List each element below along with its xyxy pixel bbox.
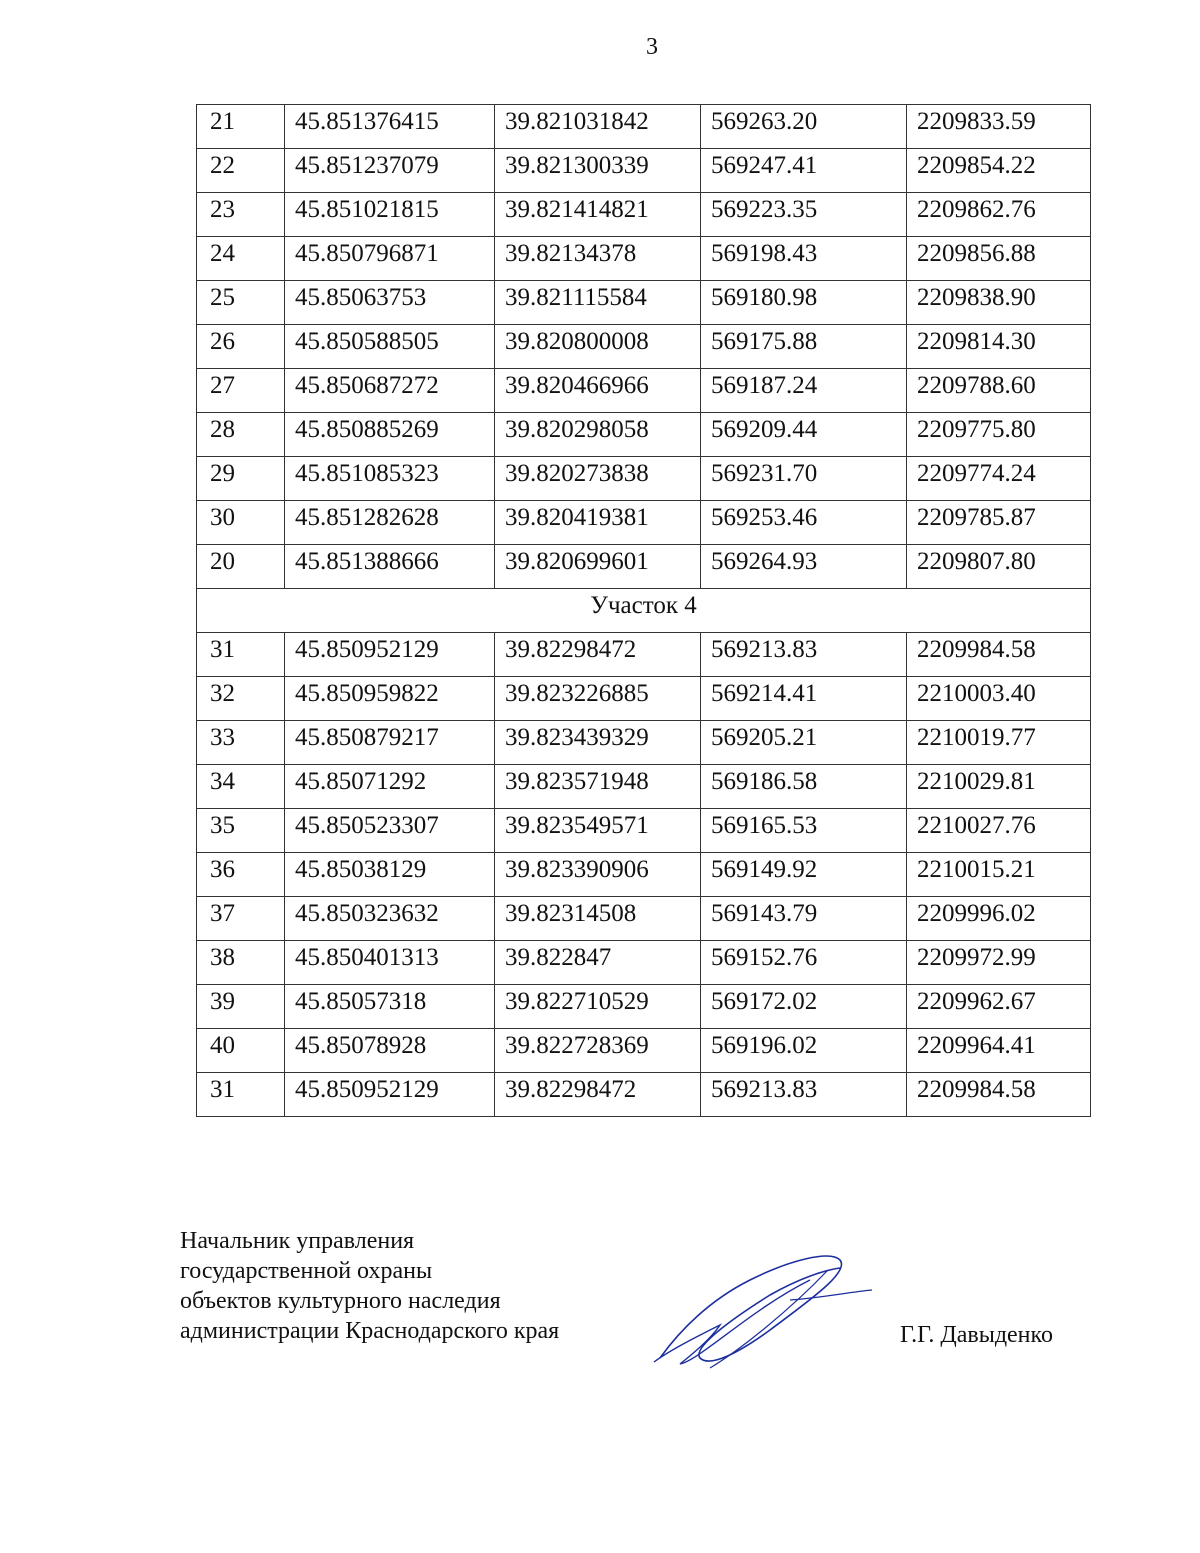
longitude-cell: 39.821115584: [495, 281, 701, 325]
x-coordinate-cell: 569214.41: [701, 677, 907, 721]
point-number-cell: 25: [197, 281, 285, 325]
table-row: [197, 413, 1091, 457]
longitude-cell: 39.821414821: [495, 193, 701, 237]
point-number-cell: 37: [197, 897, 285, 941]
y-coordinate-cell: 2209862.76: [907, 193, 1091, 237]
table-row: [197, 281, 1091, 325]
x-coordinate-cell: 569143.79: [701, 897, 907, 941]
longitude-cell: 39.820699601: [495, 545, 701, 589]
longitude-cell: 39.823439329: [495, 721, 701, 765]
y-coordinate-cell: 2209856.88: [907, 237, 1091, 281]
latitude-cell: 45.850323632: [285, 897, 495, 941]
y-coordinate-cell: 2210027.76: [907, 809, 1091, 853]
x-coordinate-cell: 569223.35: [701, 193, 907, 237]
longitude-cell: 39.82298472: [495, 1073, 701, 1117]
x-coordinate-cell: 569180.98: [701, 281, 907, 325]
point-number-cell: 35: [197, 809, 285, 853]
table-row: [197, 545, 1091, 589]
y-coordinate-cell: 2209984.58: [907, 633, 1091, 677]
page-number: [52, 34, 1200, 61]
longitude-cell: 39.82298472: [495, 633, 701, 677]
latitude-cell: 45.850959822: [285, 677, 495, 721]
point-number-cell: 29: [197, 457, 285, 501]
table-row: [197, 501, 1091, 545]
latitude-cell: 45.850952129: [285, 633, 495, 677]
table-row: [197, 149, 1091, 193]
y-coordinate-cell: 2209984.58: [907, 1073, 1091, 1117]
longitude-cell: 39.821031842: [495, 105, 701, 149]
table-row: [197, 369, 1091, 413]
y-coordinate-cell: 2209964.41: [907, 1029, 1091, 1073]
point-number-cell: 23: [197, 193, 285, 237]
table-row: [197, 1073, 1091, 1117]
latitude-cell: 45.850588505: [285, 325, 495, 369]
table-row: [197, 193, 1091, 237]
signature-stroke: [654, 1280, 810, 1364]
coordinates-table: [196, 104, 1091, 1117]
y-coordinate-cell: 2210015.21: [907, 853, 1091, 897]
longitude-cell: 39.820298058: [495, 413, 701, 457]
y-coordinate-cell: 2209962.67: [907, 985, 1091, 1029]
latitude-cell: 45.851376415: [285, 105, 495, 149]
latitude-cell: 45.85038129: [285, 853, 495, 897]
table-row: [197, 105, 1091, 149]
longitude-cell: 39.823226885: [495, 677, 701, 721]
longitude-cell: 39.822710529: [495, 985, 701, 1029]
x-coordinate-cell: 569213.83: [701, 633, 907, 677]
y-coordinate-cell: 2210019.77: [907, 721, 1091, 765]
point-number-cell: 31: [197, 633, 285, 677]
section-header-row: [197, 589, 1091, 633]
x-coordinate-cell: 569186.58: [701, 765, 907, 809]
page-number-text: 3: [646, 34, 658, 60]
table-row: [197, 765, 1091, 809]
signer-position: [180, 1226, 559, 1346]
table-row: [197, 457, 1091, 501]
point-number-cell: 31: [197, 1073, 285, 1117]
longitude-cell: 39.823390906: [495, 853, 701, 897]
y-coordinate-cell: 2209788.60: [907, 369, 1091, 413]
y-coordinate-cell: 2209972.99: [907, 941, 1091, 985]
y-coordinate-cell: 2209814.30: [907, 325, 1091, 369]
y-coordinate-cell: 2209807.80: [907, 545, 1091, 589]
signature-stroke: [660, 1256, 842, 1361]
latitude-cell: 45.850523307: [285, 809, 495, 853]
longitude-cell: 39.82314508: [495, 897, 701, 941]
y-coordinate-cell: 2209833.59: [907, 105, 1091, 149]
y-coordinate-cell: 2209775.80: [907, 413, 1091, 457]
latitude-cell: 45.851282628: [285, 501, 495, 545]
table-row: [197, 237, 1091, 281]
handwritten-signature: [640, 1240, 880, 1380]
point-number-cell: 27: [197, 369, 285, 413]
x-coordinate-cell: 569205.21: [701, 721, 907, 765]
point-number-cell: 28: [197, 413, 285, 457]
x-coordinate-cell: 569152.76: [701, 941, 907, 985]
longitude-cell: 39.821300339: [495, 149, 701, 193]
y-coordinate-cell: 2209774.24: [907, 457, 1091, 501]
latitude-cell: 45.85071292: [285, 765, 495, 809]
longitude-cell: 39.820800008: [495, 325, 701, 369]
latitude-cell: 45.850796871: [285, 237, 495, 281]
latitude-cell: 45.85078928: [285, 1029, 495, 1073]
table-row: [197, 325, 1091, 369]
point-number-cell: 38: [197, 941, 285, 985]
y-coordinate-cell: 2210029.81: [907, 765, 1091, 809]
point-number-cell: 30: [197, 501, 285, 545]
longitude-cell: 39.822728369: [495, 1029, 701, 1073]
signer-position-line: объектов культурного наследия: [180, 1288, 501, 1314]
x-coordinate-cell: 569209.44: [701, 413, 907, 457]
table-row: [197, 809, 1091, 853]
x-coordinate-cell: 569149.92: [701, 853, 907, 897]
latitude-cell: 45.851021815: [285, 193, 495, 237]
longitude-cell: 39.822847: [495, 941, 701, 985]
signer-name: Г.Г. Давыденко: [900, 1322, 1053, 1348]
latitude-cell: 45.850687272: [285, 369, 495, 413]
x-coordinate-cell: 569172.02: [701, 985, 907, 1029]
point-number-cell: 40: [197, 1029, 285, 1073]
point-number-cell: 39: [197, 985, 285, 1029]
longitude-cell: 39.82134378: [495, 237, 701, 281]
point-number-cell: 21: [197, 105, 285, 149]
x-coordinate-cell: 569263.20: [701, 105, 907, 149]
point-number-cell: 32: [197, 677, 285, 721]
x-coordinate-cell: 569247.41: [701, 149, 907, 193]
coordinates-table-body: [197, 105, 1091, 1117]
latitude-cell: 45.851388666: [285, 545, 495, 589]
table-row: [197, 677, 1091, 721]
latitude-cell: 45.850401313: [285, 941, 495, 985]
x-coordinate-cell: 569175.88: [701, 325, 907, 369]
table-row: [197, 633, 1091, 677]
latitude-cell: 45.850952129: [285, 1073, 495, 1117]
table-row: [197, 1029, 1091, 1073]
x-coordinate-cell: 569231.70: [701, 457, 907, 501]
point-number-cell: 34: [197, 765, 285, 809]
table-row: [197, 721, 1091, 765]
section-title: Участок 4: [197, 589, 1091, 633]
latitude-cell: 45.851085323: [285, 457, 495, 501]
latitude-cell: 45.850885269: [285, 413, 495, 457]
table-row: [197, 897, 1091, 941]
y-coordinate-cell: 2209854.22: [907, 149, 1091, 193]
point-number-cell: 24: [197, 237, 285, 281]
signer-position-line: Начальник управления: [180, 1228, 415, 1254]
x-coordinate-cell: 569264.93: [701, 545, 907, 589]
x-coordinate-cell: 569253.46: [701, 501, 907, 545]
point-number-cell: 22: [197, 149, 285, 193]
x-coordinate-cell: 569165.53: [701, 809, 907, 853]
longitude-cell: 39.823549571: [495, 809, 701, 853]
y-coordinate-cell: 2209838.90: [907, 281, 1091, 325]
longitude-cell: 39.820273838: [495, 457, 701, 501]
table-row: [197, 853, 1091, 897]
table-row: [197, 941, 1091, 985]
latitude-cell: 45.850879217: [285, 721, 495, 765]
latitude-cell: 45.85063753: [285, 281, 495, 325]
point-number-cell: 36: [197, 853, 285, 897]
signer-position-line: администрации Краснодарского края: [180, 1318, 560, 1344]
y-coordinate-cell: 2210003.40: [907, 677, 1091, 721]
longitude-cell: 39.820466966: [495, 369, 701, 413]
point-number-cell: 33: [197, 721, 285, 765]
point-number-cell: 20: [197, 545, 285, 589]
x-coordinate-cell: 569213.83: [701, 1073, 907, 1117]
longitude-cell: 39.820419381: [495, 501, 701, 545]
latitude-cell: 45.851237079: [285, 149, 495, 193]
longitude-cell: 39.823571948: [495, 765, 701, 809]
y-coordinate-cell: 2209785.87: [907, 501, 1091, 545]
table-row: [197, 985, 1091, 1029]
signer-position-line: государственной охраны: [180, 1258, 433, 1284]
point-number-cell: 26: [197, 325, 285, 369]
latitude-cell: 45.85057318: [285, 985, 495, 1029]
x-coordinate-cell: 569187.24: [701, 369, 907, 413]
y-coordinate-cell: 2209996.02: [907, 897, 1091, 941]
x-coordinate-cell: 569196.02: [701, 1029, 907, 1073]
x-coordinate-cell: 569198.43: [701, 237, 907, 281]
